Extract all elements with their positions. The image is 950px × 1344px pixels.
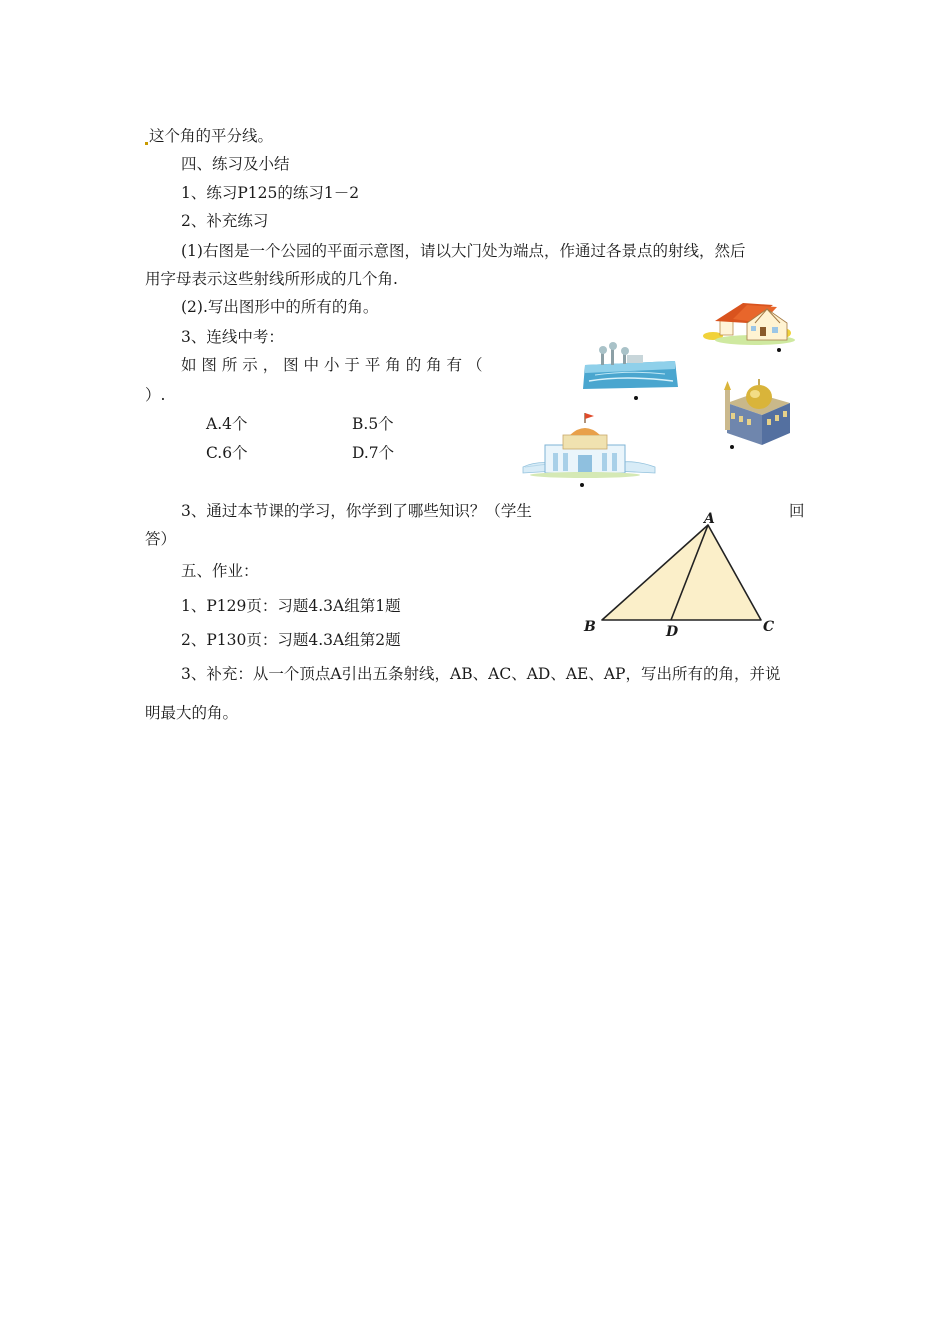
vertex-label-a: A: [704, 511, 715, 527]
vertex-label-c: C: [763, 619, 775, 635]
text-line-6: 用字母表示这些射线所形成的几个角.: [145, 270, 398, 288]
text-line-4: 2、补充练习: [181, 212, 269, 230]
text-line-1: 这个角的平分线。: [145, 126, 273, 146]
text-line-11b: 回: [789, 502, 805, 520]
option-c: C.6个: [206, 444, 248, 462]
text-line-11a: 3、通过本节课的学习，你学到了哪些知识？（学生: [181, 502, 532, 520]
text-line-12: 答）: [145, 530, 177, 548]
text-line-5: (1)右图是一个公园的平面示意图，请以大门处为端点，作通过各景点的射线，然后: [181, 242, 746, 260]
section-heading-4: 四、练习及小结: [181, 155, 290, 173]
text-line-15: 2、P130页：习题4.3A组第2题: [181, 631, 401, 649]
text-line-9: 如 图 所 示 ， 图 中 小 于 平 角 的 角 有 （: [181, 356, 483, 374]
option-b: B.5个: [352, 415, 394, 433]
text-line-14: 1、P129页：习题4.3A组第1题: [181, 597, 401, 615]
mosque-icon: [724, 379, 790, 445]
text-line-16: 3、补充：从一个顶点A引出五条射线，AB、AC、AD、AE、AP，写出所有的角，并说: [181, 665, 781, 683]
park-map-figure: [515, 295, 815, 490]
option-d: D.7个: [352, 444, 395, 462]
text-line-8: 3、连线中考：: [181, 328, 284, 346]
section-heading-5: 五、作业：: [181, 562, 259, 580]
text-line-7: (2).写出图形中的所有的角。: [181, 298, 379, 316]
triangle-figure: [580, 508, 780, 640]
house-icon: [703, 303, 795, 345]
triangle-abc: [602, 525, 761, 620]
point-label-d: D: [666, 624, 679, 640]
vertex-label-b: B: [584, 619, 596, 635]
text-line-10: ）.: [145, 386, 166, 404]
palace-gate-icon: [523, 413, 655, 478]
text-line-3: 1、练习P125的练习1－2: [181, 184, 360, 202]
text-line-17: 明最大的角。: [145, 704, 239, 722]
lake-icon: [583, 342, 678, 389]
edit-marker-icon: [145, 142, 148, 145]
option-a: A.4个: [206, 415, 248, 433]
